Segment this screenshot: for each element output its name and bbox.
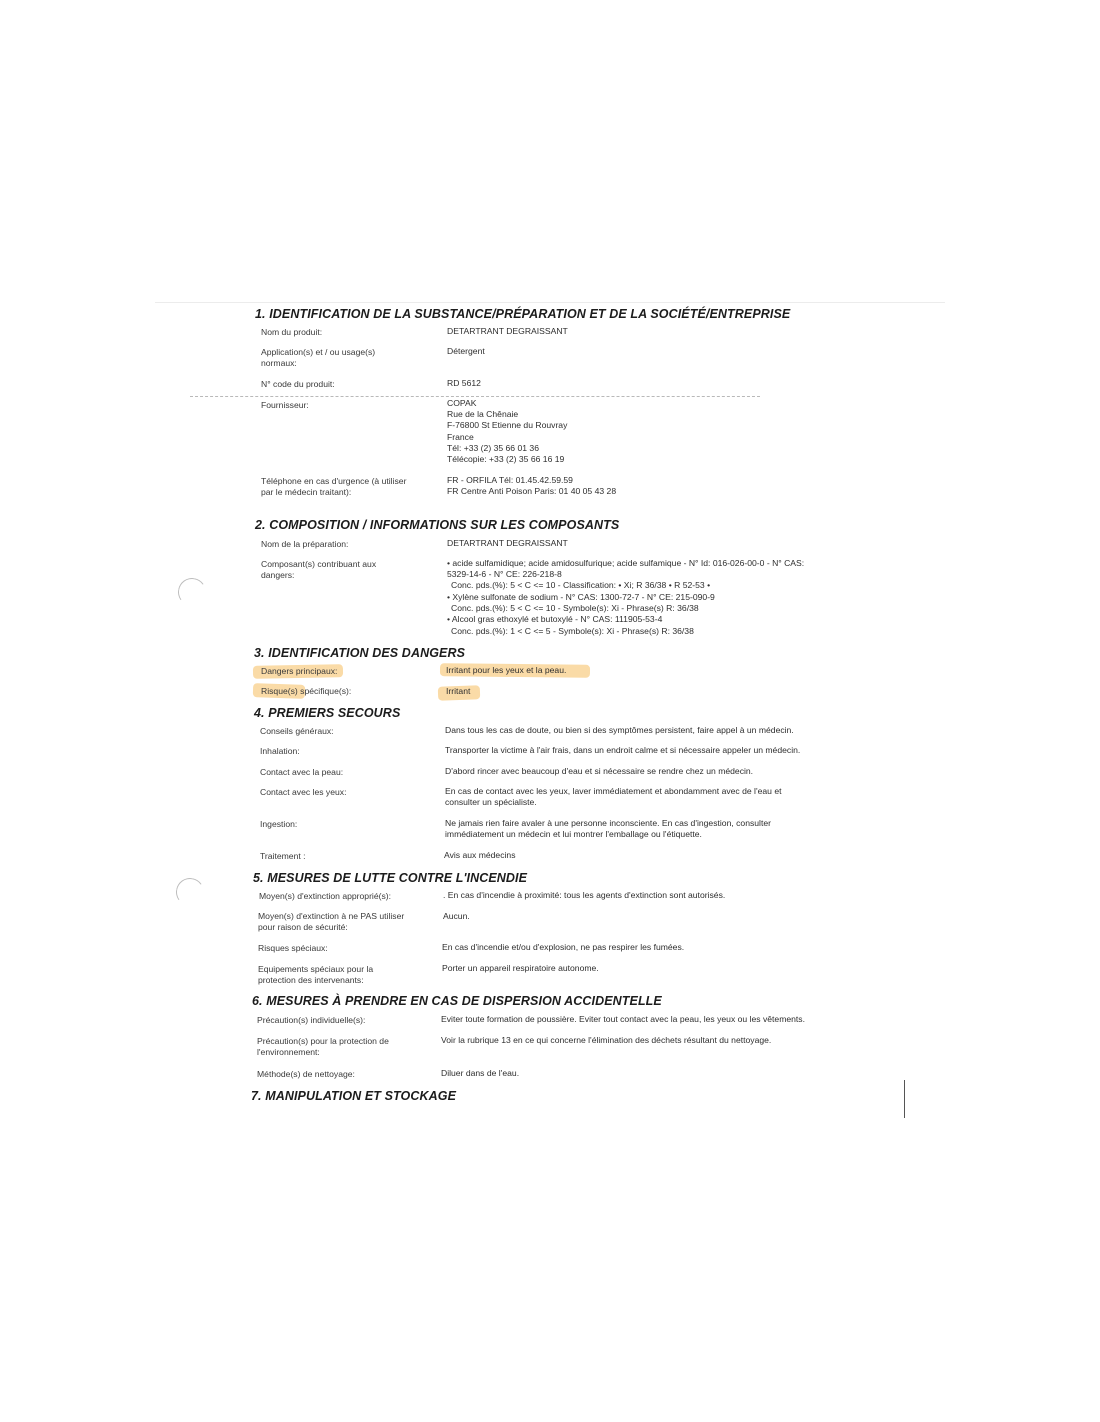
product-name-label: Nom du produit: bbox=[261, 327, 323, 337]
supplier-line: Tél: +33 (2) 35 66 01 36 bbox=[447, 443, 539, 453]
component-line: 5329-14-6 - N° CE: 226-218-8 bbox=[447, 569, 562, 579]
first-aid-label: Contact avec les yeux: bbox=[260, 787, 347, 797]
first-aid-value: D'abord rincer avec beaucoup d'eau et si nécessaire se rendre chez un médecin. bbox=[445, 766, 754, 776]
punch-hole-mark bbox=[176, 576, 208, 608]
usage-value: Détergent bbox=[447, 346, 485, 356]
supplier-line: F-76800 St Etienne du Rouvray bbox=[447, 420, 568, 430]
emergency-label-line: par le médecin traitant): bbox=[261, 487, 352, 497]
first-aid-label: Inhalation: bbox=[260, 746, 300, 756]
fire-label: Moyen(s) d'extinction approprié(s): bbox=[259, 891, 392, 901]
first-aid-label: Traitement : bbox=[260, 851, 306, 861]
fire-label: Equipements spéciaux pour la bbox=[258, 964, 374, 974]
emergency-line: FR Centre Anti Poison Paris: 01 40 05 43 28 bbox=[447, 486, 617, 496]
preparation-name-value: DETARTRANT DEGRAISSANT bbox=[447, 538, 568, 548]
section-6-title: 6. MESURES À PRENDRE EN CAS DE DISPERSION ACCIDENTELLE bbox=[252, 994, 662, 1008]
first-aid-label: Ingestion: bbox=[260, 819, 298, 829]
fire-value: Porter un appareil respiratoire autonome. bbox=[442, 963, 599, 973]
spill-value: Voir la rubrique 13 en ce qui concerne l'élimination des déchets résultant du nettoyage. bbox=[441, 1035, 772, 1045]
punch-hole-mark bbox=[174, 876, 206, 908]
main-dangers-value: Irritant pour les yeux et la peau. bbox=[446, 665, 567, 675]
component-line: • acide sulfamidique; acide amidosulfurique; acide sulfamique - N° Id: 016-026-00-0 - N° CAS: bbox=[447, 558, 805, 568]
supplier-line: France bbox=[447, 432, 474, 442]
component-line: Conc. pds.(%): 1 < C <= 5 - Symbole(s): Xi - Phrase(s) R: 36/38 bbox=[451, 626, 694, 636]
spill-value: Diluer dans de l'eau. bbox=[441, 1068, 520, 1078]
section-4-title: 4. PREMIERS SECOURS bbox=[254, 706, 401, 720]
supplier-line: Rue de la Chênaie bbox=[447, 409, 519, 419]
first-aid-value: immédiatement un médecin et lui montrer l'emballage ou l'étiquette. bbox=[445, 829, 702, 839]
spill-label: Précaution(s) individuelle(s): bbox=[257, 1015, 366, 1025]
spill-label: Méthode(s) de nettoyage: bbox=[257, 1069, 355, 1079]
product-code-value: RD 5612 bbox=[447, 378, 481, 388]
section-7-title: 7. MANIPULATION ET STOCKAGE bbox=[251, 1089, 457, 1103]
components-label-line: Composant(s) contribuant aux bbox=[261, 559, 377, 569]
scan-fold-line bbox=[190, 396, 760, 397]
supplier-line: COPAK bbox=[447, 398, 477, 408]
fire-value: En cas d'incendie et/ou d'explosion, ne pas respirer les fumées. bbox=[442, 942, 685, 952]
specific-risks-value: Irritant bbox=[446, 686, 471, 696]
first-aid-value: Avis aux médecins bbox=[444, 850, 516, 860]
spill-label: l'environnement: bbox=[257, 1047, 320, 1057]
component-line: • Alcool gras ethoxylé et butoxylé - N° CAS: 111905-53-4 bbox=[447, 614, 663, 624]
spill-label: Précaution(s) pour la protection de bbox=[257, 1036, 389, 1046]
fire-label: pour raison de sécurité: bbox=[258, 922, 348, 932]
fire-label: protection des intervenants: bbox=[258, 975, 364, 985]
specific-risks-label: Risque(s) spécifique(s): bbox=[261, 686, 352, 696]
first-aid-value: Dans tous les cas de doute, ou bien si des symptômes persistent, faire appel à un médecin. bbox=[445, 725, 794, 735]
section-5-title: 5. MESURES DE LUTTE CONTRE L'INCENDIE bbox=[253, 871, 528, 885]
main-dangers-label: Dangers principaux: bbox=[261, 666, 338, 676]
fire-label: Moyen(s) d'extinction à ne PAS utiliser bbox=[258, 911, 405, 921]
usage-label-line: Application(s) et / ou usage(s) bbox=[261, 347, 376, 357]
product-code-label: N° code du produit: bbox=[261, 379, 335, 389]
component-line: Conc. pds.(%): 5 < C <= 10 - Symbole(s): Xi - Phrase(s) R: 36/38 bbox=[451, 603, 699, 613]
first-aid-label: Contact avec la peau: bbox=[260, 767, 344, 777]
supplier-label: Fournisseur: bbox=[261, 400, 309, 410]
emergency-line: FR - ORFILA Tél: 01.45.42.59.59 bbox=[447, 475, 573, 485]
component-line: • Xylène sulfonate de sodium - N° CAS: 1300-72-7 - N° CE: 215-090-9 bbox=[447, 592, 715, 602]
emergency-label-line: Téléphone en cas d'urgence (à utiliser bbox=[261, 476, 407, 486]
page-edge-mark bbox=[904, 1080, 905, 1118]
fire-label: Risques spéciaux: bbox=[258, 943, 328, 953]
fire-value: . En cas d'incendie à proximité: tous les agents d'extinction sont autorisés. bbox=[443, 890, 726, 900]
section-2-title: 2. COMPOSITION / INFORMATIONS SUR LES COMPOSANTS bbox=[255, 518, 620, 532]
product-name-value: DETARTRANT DEGRAISSANT bbox=[447, 326, 568, 336]
component-line: Conc. pds.(%): 5 < C <= 10 - Classification: • Xi; R 36/38 • R 52-53 • bbox=[451, 580, 711, 590]
first-aid-value: En cas de contact avec les yeux, laver immédiatement et abondamment avec de l'eau et bbox=[445, 786, 782, 796]
usage-label-line: normaux: bbox=[261, 358, 297, 368]
first-aid-value: Ne jamais rien faire avaler à une personne inconsciente. En cas d'ingestion, consulter bbox=[445, 818, 772, 828]
fire-value: Aucun. bbox=[443, 911, 470, 921]
supplier-line: Télécopie: +33 (2) 35 66 16 19 bbox=[447, 454, 565, 464]
first-aid-value: Transporter la victime à l'air frais, dans un endroit calme et si nécessaire appeler un médecin. bbox=[445, 745, 801, 755]
section-3-title: 3. IDENTIFICATION DES DANGERS bbox=[254, 646, 466, 660]
page-edge-line bbox=[155, 302, 945, 303]
preparation-name-label: Nom de la préparation: bbox=[261, 539, 349, 549]
section-1-title: 1. IDENTIFICATION DE LA SUBSTANCE/PRÉPARATION ET DE LA SOCIÉTÉ/ENTREPRISE bbox=[255, 307, 791, 321]
first-aid-value: consulter un spécialiste. bbox=[445, 797, 537, 807]
first-aid-label: Conseils généraux: bbox=[260, 726, 334, 736]
components-label-line: dangers: bbox=[261, 570, 295, 580]
spill-value: Eviter toute formation de poussière. Eviter tout contact avec la peau, les yeux ou les vêtements. bbox=[441, 1014, 805, 1024]
